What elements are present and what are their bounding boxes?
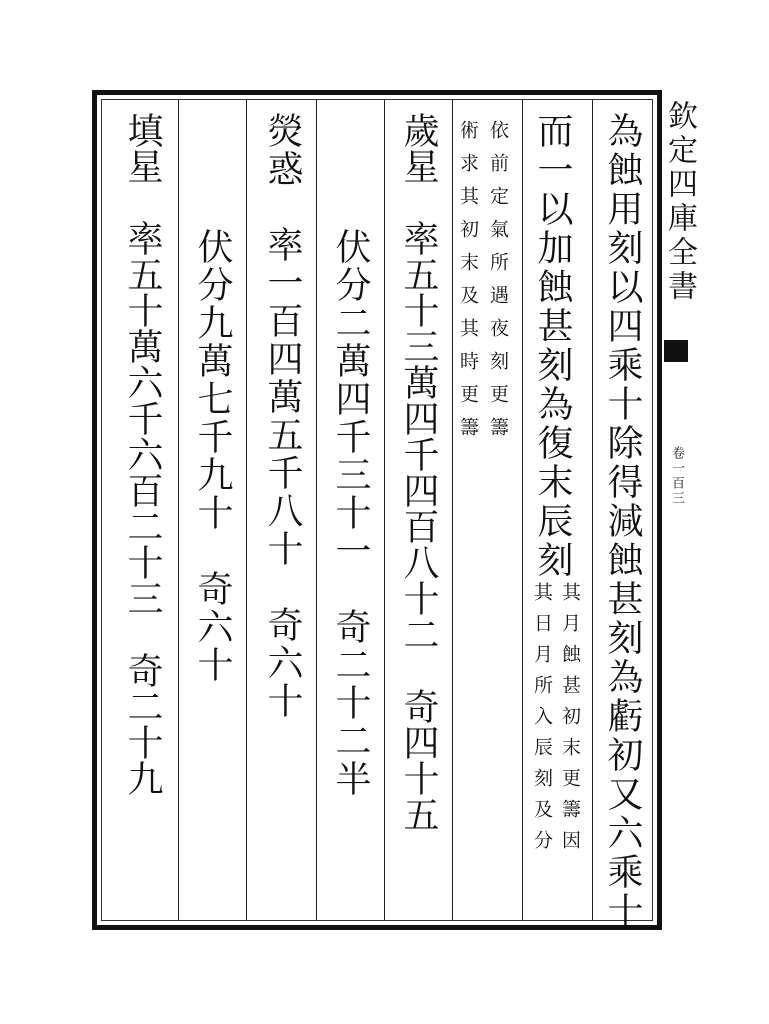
annotation-column-2-right: 其月蝕甚初末更籌因: [559, 582, 581, 861]
column-rule: [384, 99, 385, 921]
annotation-column-3-right: 依前定氣所遇夜刻更籌: [487, 120, 509, 450]
text-column-4: 歲星 率五十三萬四千四百八十二 奇四十五: [398, 112, 439, 832]
column-rule: [246, 99, 247, 921]
text-column-2: 而一以加蝕甚刻為復末辰刻: [532, 112, 573, 580]
annotation-column-3-left: 術求其初末及其時更籌: [457, 120, 479, 450]
text-column-1: 為蝕用刻以四乘十除得減蝕甚刻為虧初又六乘十: [602, 112, 643, 931]
column-rule: [178, 99, 179, 921]
column-rule: [522, 99, 523, 921]
column-rule: [592, 99, 593, 921]
text-column-8: 填星 率五十萬六千六百二十三 奇二十九: [122, 112, 163, 796]
margin-volume-number: 卷一百三: [669, 446, 684, 506]
fishtail-mark: [664, 340, 688, 362]
annotation-column-2-left: 其日月所入辰刻及分: [531, 582, 553, 861]
column-rule: [316, 99, 317, 921]
text-column-7: 伏分九萬七千九十 奇六十: [192, 190, 233, 684]
text-column-5: 伏分二萬四千三十一 奇二十二半: [330, 190, 371, 798]
text-column-6: 熒惑 率一百四萬五千八十 奇六十: [262, 112, 303, 720]
column-rule: [452, 99, 453, 921]
margin-title: 欽定四庫全書: [662, 100, 697, 304]
